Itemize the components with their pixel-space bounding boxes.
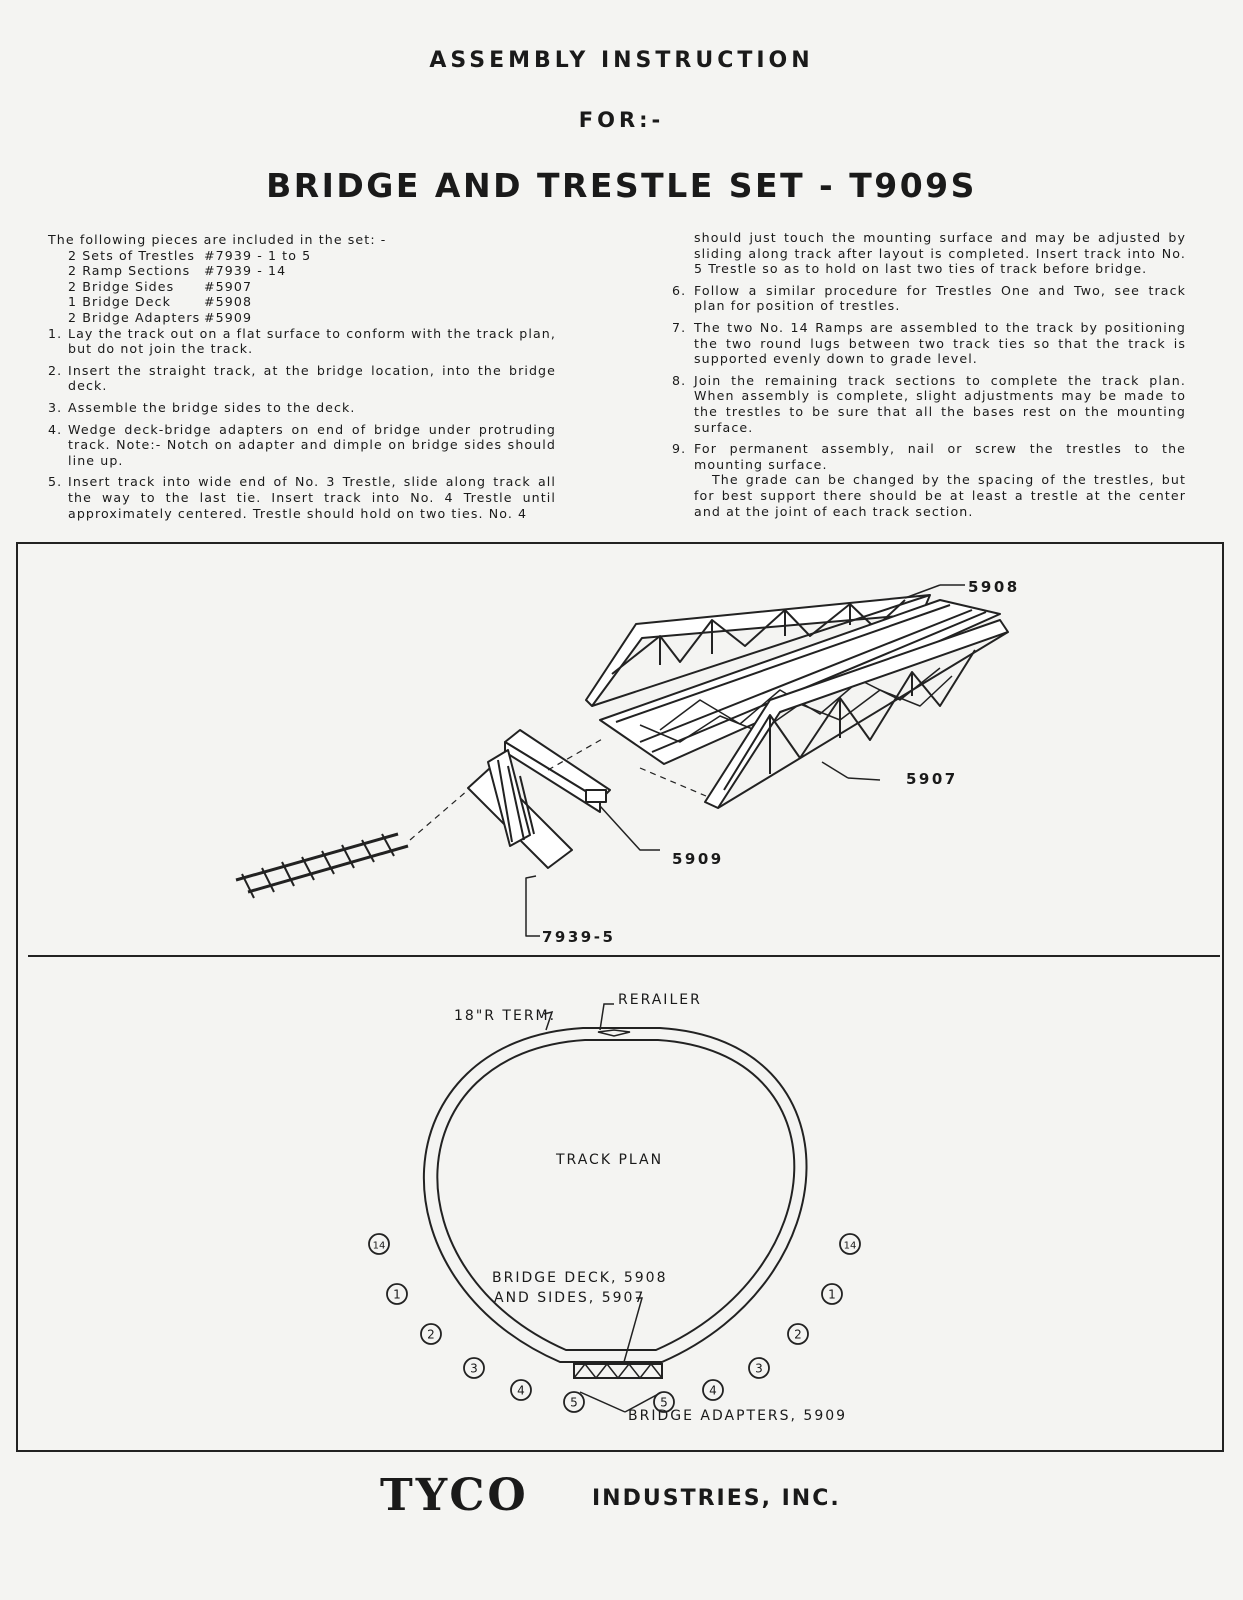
label-rerailer: RERAILER bbox=[618, 992, 702, 1008]
step-7: 7. The two No. 14 Ramps are assembled to the track by positioning the two round lugs between two track ties so that the track is supported evenly down to grade level. bbox=[672, 319, 1186, 367]
label-term: 18"R TERM. bbox=[454, 1008, 557, 1024]
trestle-marker-number: 2 bbox=[427, 1327, 435, 1342]
step-2: 2. Insert the straight track, at the bridge location, into the bridge deck. bbox=[48, 362, 556, 394]
part-item: 2 Bridge Adapters #5909 bbox=[68, 309, 253, 325]
trestle-markers bbox=[369, 1234, 860, 1412]
trestle-marker-number: 5 bbox=[570, 1395, 578, 1410]
label-5909: 5909 bbox=[672, 850, 724, 868]
step-3: 3. Assemble the bridge sides to the deck. bbox=[48, 399, 356, 415]
label-5908: 5908 bbox=[968, 578, 1020, 596]
header-line2: FOR:- bbox=[578, 108, 665, 132]
label-track-plan: TRACK PLAN bbox=[556, 1152, 664, 1168]
final-note: The grade can be changed by the spacing of the trestles, but for best support there should be at least a trestle at the center and at the joint of each track section. bbox=[694, 472, 1186, 519]
label-5907: 5907 bbox=[906, 770, 958, 788]
step-4: 4. Wedge deck-bridge adapters on end of bridge under protruding track. Note:- Notch on adapter and dimple on bridge sides should line up. bbox=[48, 421, 556, 468]
step-5-continuation: should just touch the mounting surface and may be adjusted by sliding along track after layout is completed. Insert track into No. 5 Trestle so as to hold on last two ties of track before bridge. bbox=[694, 230, 1186, 277]
intro-text: The following pieces are included in the set: - bbox=[48, 232, 387, 247]
step-1: 1. Lay the track out on a flat surface to conform with the track plan, but do not join the track. bbox=[48, 325, 556, 357]
part-item: 2 Bridge Sides #5907 bbox=[68, 278, 253, 294]
trestle-marker-number: 3 bbox=[755, 1361, 763, 1376]
part-item: 1 Bridge Deck #5908 bbox=[68, 294, 253, 310]
company-name: INDUSTRIES, INC. bbox=[592, 1486, 841, 1511]
trestle-marker-number: 14 bbox=[843, 1240, 857, 1252]
trestle-marker-number: 2 bbox=[794, 1327, 802, 1342]
trestle-marker-number: 14 bbox=[372, 1240, 386, 1252]
part-item: 2 Sets of Trestles #7939 - 1 to 5 bbox=[68, 247, 312, 263]
trestle-marker-number: 5 bbox=[660, 1395, 668, 1410]
step-6: 6. Follow a similar procedure for Trestles One and Two, see track plan for position of trestles. bbox=[672, 282, 1186, 314]
trestle-marker-number: 1 bbox=[393, 1287, 401, 1302]
label-bridge-line1: BRIDGE DECK, 5908 bbox=[492, 1270, 668, 1286]
step-8: 8. Join the remaining track sections to complete the track plan. When assembly is complete, slight adjustments may be made to the trestles to be sure that all the bases rest on the mounting surface. bbox=[672, 372, 1186, 435]
trestle-marker-number: 3 bbox=[470, 1361, 478, 1376]
straight-track-drawing bbox=[236, 834, 408, 898]
step-9: 9. For permanent assembly, nail or screw the trestles to the mounting surface. bbox=[672, 441, 1186, 472]
trestle-marker-number: 4 bbox=[709, 1383, 717, 1398]
header-line1: ASSEMBLY INSTRUCTION bbox=[429, 48, 814, 73]
trestle-marker-number: 4 bbox=[517, 1383, 525, 1398]
trestle-marker-number: 1 bbox=[828, 1287, 836, 1302]
label-adapters: BRIDGE ADAPTERS, 5909 bbox=[628, 1408, 848, 1424]
step-5: 5. Insert track into wide end of No. 3 Trestle, slide along track all the way to the last tie. Insert track into No. 4 Trestle until approximately centered. Trestle should hold on two ties. No. 4 bbox=[48, 474, 556, 521]
label-bridge-line2: AND SIDES, 5907 bbox=[494, 1290, 646, 1306]
part-item: 2 Ramp Sections #7939 - 14 bbox=[68, 263, 287, 279]
page-title: BRIDGE AND TRESTLE SET - T909S bbox=[266, 166, 977, 205]
label-7939-5: 7939-5 bbox=[542, 928, 616, 946]
track-plan-oval bbox=[424, 1004, 807, 1412]
tyco-logo: TYCO bbox=[380, 1470, 529, 1521]
